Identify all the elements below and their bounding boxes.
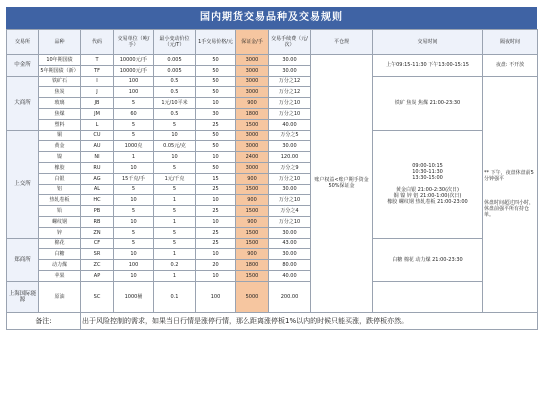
cell-unit: 100 bbox=[114, 87, 154, 98]
cell-per-lot: 20 bbox=[196, 260, 236, 271]
cell-product: 锌 bbox=[39, 227, 81, 238]
cell-product: 黄金 bbox=[39, 141, 81, 152]
main-sessions bbox=[374, 163, 481, 181]
cell-per-lot: 50 bbox=[196, 162, 236, 173]
cell-per-lot: 50 bbox=[196, 55, 236, 66]
cell-product: 铁矿石 bbox=[39, 76, 81, 87]
cell-product: 动力煤 bbox=[39, 260, 81, 271]
header-product: 品种 bbox=[39, 30, 81, 55]
overnight-note-2: 休盘时间超过四小时，休盘前强平所有持仓单。 bbox=[484, 200, 535, 219]
cell-margin: 900 bbox=[236, 98, 269, 109]
cell-fee: 万分之10 bbox=[269, 98, 311, 109]
cell-fee: 80.00 bbox=[269, 260, 311, 271]
cell-tick: 5 bbox=[154, 184, 196, 195]
cell-unit: 5 bbox=[114, 206, 154, 217]
night-gold: 黄金白银 21:00-2:30(次日) bbox=[396, 187, 459, 194]
cell-unit: 5 bbox=[114, 238, 154, 249]
header-trade-time: 交易时间 bbox=[373, 30, 483, 55]
cell-unit: 1000克 bbox=[114, 141, 154, 152]
cell-unit: 15千克/手 bbox=[114, 173, 154, 184]
note-text: 出于风险控制的需求，如果当日行情是涨停行情，那么距离涨停板1%以内的时候只能买涨，跌停板亦然。 bbox=[81, 312, 538, 329]
cell-fee: 万分之9 bbox=[269, 162, 311, 173]
table-row bbox=[7, 281, 538, 312]
cell-product: 原油 bbox=[39, 281, 81, 312]
cell-per-lot: 50 bbox=[196, 87, 236, 98]
cell-per-lot: 10 bbox=[196, 195, 236, 206]
cell-margin: 1500 bbox=[236, 238, 269, 249]
header-per-lot: 1手交易价格/元 bbox=[196, 30, 236, 55]
cell-unit: 5 bbox=[114, 227, 154, 238]
cell-unit: 5 bbox=[114, 184, 154, 195]
cell-margin: 3000 bbox=[236, 87, 269, 98]
exchange-czce: 郑商所 bbox=[7, 238, 39, 281]
cell-unit: 100 bbox=[114, 76, 154, 87]
cell-per-lot: 25 bbox=[196, 119, 236, 130]
cell-margin: 5000 bbox=[236, 281, 269, 312]
cell-tick: 0.5 bbox=[154, 76, 196, 87]
cell-per-lot: 30 bbox=[196, 108, 236, 119]
cell-code: AG bbox=[81, 173, 114, 184]
cell-margin: 2400 bbox=[236, 152, 269, 163]
cell-tick: 1 bbox=[154, 216, 196, 227]
cell-unit: 5 bbox=[114, 130, 154, 141]
cell-code: SC bbox=[81, 281, 114, 312]
cell-fee: 万分之10 bbox=[269, 216, 311, 227]
cell-fee: 30.00 bbox=[269, 249, 311, 260]
cell-tick: 1 bbox=[154, 249, 196, 260]
exchange-ine: 上海国际能源 bbox=[7, 281, 39, 312]
cell-product: 铜 bbox=[39, 130, 81, 141]
header-tick: 最小变动价位（元/T） bbox=[154, 30, 196, 55]
cell-tick: 1元/10平米 bbox=[154, 98, 196, 109]
cell-margin: 1800 bbox=[236, 108, 269, 119]
cell-unit: 10 bbox=[114, 249, 154, 260]
cell-fee: 万分之10 bbox=[269, 108, 311, 119]
cell-code: HC bbox=[81, 195, 114, 206]
cell-product: 镍 bbox=[39, 152, 81, 163]
cell-code: JM bbox=[81, 108, 114, 119]
header-margin: 保证金/手 bbox=[236, 30, 269, 55]
cell-fee: 120.00 bbox=[269, 152, 311, 163]
cell-margin: 3000 bbox=[236, 130, 269, 141]
cell-fee: 43.00 bbox=[269, 238, 311, 249]
cell-tick: 5 bbox=[154, 162, 196, 173]
cell-unit: 60 bbox=[114, 108, 154, 119]
cell-product: 铅 bbox=[39, 206, 81, 217]
cell-fee: 万分之12 bbox=[269, 76, 311, 87]
cell-fee: 30.00 bbox=[269, 141, 311, 152]
trade-time-cffex: 上午09:15-11:30 下午13:00-15:15 bbox=[373, 55, 483, 77]
cell-unit: 10 bbox=[114, 216, 154, 227]
session-1: 09:00-10:15 bbox=[412, 163, 443, 170]
cell-margin: 900 bbox=[236, 195, 269, 206]
cell-per-lot: 10 bbox=[196, 216, 236, 227]
header-close-rule: 平仓规 bbox=[311, 30, 373, 55]
cell-per-lot: 50 bbox=[196, 76, 236, 87]
cell-margin: 900 bbox=[236, 216, 269, 227]
cell-product: 棉花 bbox=[39, 238, 81, 249]
cell-margin: 1500 bbox=[236, 119, 269, 130]
cell-product: 5年期国债（新） bbox=[39, 65, 81, 76]
cell-tick: 5 bbox=[154, 238, 196, 249]
overnight-note: ** 下午，夜盘休盘前5分钟强平 bbox=[484, 170, 534, 183]
cell-per-lot: 50 bbox=[196, 141, 236, 152]
cell-fee: 万分之10 bbox=[269, 195, 311, 206]
cell-code: ZN bbox=[81, 227, 114, 238]
cell-margin: 1500 bbox=[236, 227, 269, 238]
cell-unit: 10 bbox=[114, 162, 154, 173]
trade-time-dce: 铁矿 焦炭 焦煤 21:00-23:30 bbox=[373, 76, 483, 130]
cell-tick: 0.005 bbox=[154, 55, 196, 66]
cell-fee: 200.00 bbox=[269, 281, 311, 312]
cell-code: ZC bbox=[81, 260, 114, 271]
cell-code: RU bbox=[81, 162, 114, 173]
table-row bbox=[7, 76, 538, 87]
cell-tick: 1 bbox=[154, 195, 196, 206]
cell-product: 10年期国债 bbox=[39, 55, 81, 66]
cell-fee: 30.00 bbox=[269, 184, 311, 195]
cell-tick: 10 bbox=[154, 152, 196, 163]
cell-unit: 100 bbox=[114, 260, 154, 271]
cell-per-lot: 10 bbox=[196, 270, 236, 281]
cell-code: I bbox=[81, 76, 114, 87]
cell-unit: 10 bbox=[114, 270, 154, 281]
session-3: 13:30-15:00 bbox=[412, 175, 443, 182]
trade-time-ine bbox=[373, 281, 483, 312]
cell-per-lot: 25 bbox=[196, 238, 236, 249]
cell-unit: 5 bbox=[114, 119, 154, 130]
cell-code: AL bbox=[81, 184, 114, 195]
exchange-shfe: 上交所 bbox=[7, 130, 39, 238]
cell-product: 苹果 bbox=[39, 270, 81, 281]
cell-product: 焦炭 bbox=[39, 87, 81, 98]
header-unit: 交易单位（吨/手） bbox=[114, 30, 154, 55]
cell-margin: 1500 bbox=[236, 270, 269, 281]
cell-product: 螺纹钢 bbox=[39, 216, 81, 227]
cell-per-lot: 50 bbox=[196, 65, 236, 76]
cell-tick: 5 bbox=[154, 206, 196, 217]
cell-product: 白银 bbox=[39, 173, 81, 184]
cell-per-lot: 50 bbox=[196, 130, 236, 141]
cell-code: JB bbox=[81, 98, 114, 109]
overnight-cffex: 夜盘: 不开放 bbox=[483, 55, 538, 77]
cell-tick: 0.5 bbox=[154, 108, 196, 119]
cell-margin: 900 bbox=[236, 249, 269, 260]
overnight-shfe bbox=[483, 76, 538, 312]
note-row bbox=[7, 312, 538, 329]
header-code: 代码 bbox=[81, 30, 114, 55]
cell-product: 塑料 bbox=[39, 119, 81, 130]
cell-fee: 万分之5 bbox=[269, 130, 311, 141]
header-row bbox=[7, 30, 538, 55]
cell-fee: 30.00 bbox=[269, 65, 311, 76]
cell-margin: 3000 bbox=[236, 55, 269, 66]
cell-unit: 10000元/手 bbox=[114, 55, 154, 66]
cell-tick: 10 bbox=[154, 130, 196, 141]
cell-unit: 10 bbox=[114, 195, 154, 206]
cell-per-lot: 25 bbox=[196, 206, 236, 217]
cell-product: 白糖 bbox=[39, 249, 81, 260]
cell-margin: 3000 bbox=[236, 76, 269, 87]
cell-margin: 1800 bbox=[236, 260, 269, 271]
exchange-dce: 大商所 bbox=[7, 76, 39, 130]
header-exchange: 交易所 bbox=[7, 30, 39, 55]
cell-tick: 5 bbox=[154, 227, 196, 238]
cell-margin: 3000 bbox=[236, 141, 269, 152]
cell-margin: 900 bbox=[236, 173, 269, 184]
session-2: 10:30-11:30 bbox=[412, 169, 443, 176]
cell-per-lot: 25 bbox=[196, 184, 236, 195]
cell-tick: 1 bbox=[154, 270, 196, 281]
cell-fee: 40.00 bbox=[269, 119, 311, 130]
cell-per-lot: 10 bbox=[196, 152, 236, 163]
rules-sheet bbox=[6, 7, 537, 392]
cell-code: NI bbox=[81, 152, 114, 163]
cell-code: L bbox=[81, 119, 114, 130]
cell-margin: 3000 bbox=[236, 162, 269, 173]
table-row bbox=[7, 55, 538, 66]
cell-unit: 5 bbox=[114, 98, 154, 109]
note-label: 备注: bbox=[7, 312, 81, 329]
cell-code: T bbox=[81, 55, 114, 66]
cell-product: 橡胶 bbox=[39, 162, 81, 173]
rules-table bbox=[6, 29, 538, 330]
cell-fee: 30.00 bbox=[269, 227, 311, 238]
cell-fee: 40.00 bbox=[269, 270, 311, 281]
cell-fee: 万分之4 bbox=[269, 206, 311, 217]
cell-code: CU bbox=[81, 130, 114, 141]
cell-code: AP bbox=[81, 270, 114, 281]
cell-code: AU bbox=[81, 141, 114, 152]
cell-tick: 0.5 bbox=[154, 87, 196, 98]
header-fee: 交易手续费（元/次） bbox=[269, 30, 311, 55]
cell-fee: 30.00 bbox=[269, 55, 311, 66]
sheet-title: 国内期货交易品种及交易规则 bbox=[6, 7, 537, 29]
exchange-cffex: 中金所 bbox=[7, 55, 39, 77]
cell-per-lot: 100 bbox=[196, 281, 236, 312]
cell-unit: 1000桶 bbox=[114, 281, 154, 312]
cell-fee: 万分之12 bbox=[269, 87, 311, 98]
header-overnight: 隔夜时间 bbox=[483, 30, 538, 55]
cell-product: 焦煤 bbox=[39, 108, 81, 119]
cell-unit: 10000元/手 bbox=[114, 65, 154, 76]
cell-per-lot: 25 bbox=[196, 227, 236, 238]
table-row bbox=[7, 238, 538, 249]
cell-margin: 1500 bbox=[236, 184, 269, 195]
night-metals: 铜 镍 锌 铝 21:00-1:00(次日) bbox=[393, 193, 462, 200]
cell-code: TF bbox=[81, 65, 114, 76]
cell-per-lot: 15 bbox=[196, 173, 236, 184]
cell-code: SR bbox=[81, 249, 114, 260]
cell-margin: 3000 bbox=[236, 65, 269, 76]
trade-time-czce: 白糖 棉花 动力煤 21:00-23:30 bbox=[373, 238, 483, 281]
cell-code: CF bbox=[81, 238, 114, 249]
cell-tick: 0.2 bbox=[154, 260, 196, 271]
cell-product: 热轧卷板 bbox=[39, 195, 81, 206]
cell-tick: 5 bbox=[154, 119, 196, 130]
cell-unit: 1 bbox=[114, 152, 154, 163]
trade-time-shfe bbox=[373, 130, 483, 238]
cell-product: 玻璃 bbox=[39, 98, 81, 109]
cell-code: RB bbox=[81, 216, 114, 227]
cell-fee: 万分之10 bbox=[269, 173, 311, 184]
cell-tick: 0.005 bbox=[154, 65, 196, 76]
cell-margin: 1500 bbox=[236, 206, 269, 217]
cell-code: PB bbox=[81, 206, 114, 217]
cell-product: 铝 bbox=[39, 184, 81, 195]
cell-per-lot: 10 bbox=[196, 98, 236, 109]
close-rule-cell: 账户权益<账户期手资金50%保证金 bbox=[311, 55, 373, 313]
table-row bbox=[7, 130, 538, 141]
cell-tick: 1元/千克 bbox=[154, 173, 196, 184]
cell-code: J bbox=[81, 87, 114, 98]
cell-per-lot: 10 bbox=[196, 249, 236, 260]
night-rb: 橡胶 螺纹钢 热轧卷板 21:00-23:00 bbox=[387, 199, 468, 206]
cell-tick: 0.05元/克 bbox=[154, 141, 196, 152]
cell-tick: 0.1 bbox=[154, 281, 196, 312]
